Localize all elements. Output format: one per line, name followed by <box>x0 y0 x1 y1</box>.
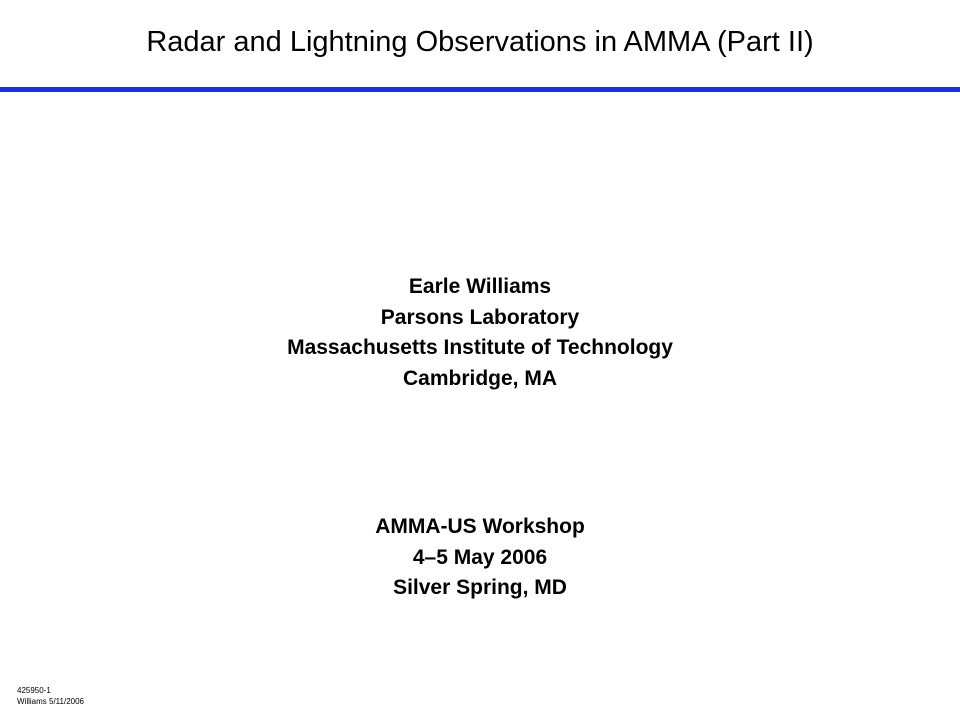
slide-footer <box>17 685 84 707</box>
event-location: Silver Spring, MD <box>393 576 567 599</box>
event-block <box>0 512 960 604</box>
author-lab: Parsons Laboratory <box>380 305 580 329</box>
title-divider <box>0 87 960 92</box>
footer-id: 425950-1 <box>17 686 51 695</box>
footer-credit: Williams 5/11/2006 <box>17 697 84 706</box>
slide-title: Radar and Lightning Observations in AMMA (Part II) <box>146 26 814 58</box>
author-name: Earle Williams <box>408 275 552 298</box>
event-name: AMMA-US Workshop <box>375 515 585 538</box>
author-institution: Massachusetts Institute of Technology <box>287 336 673 359</box>
author-block <box>0 272 960 394</box>
event-dates: 4–5 May 2006 <box>412 545 548 569</box>
author-location: Cambridge, MA <box>402 366 557 390</box>
